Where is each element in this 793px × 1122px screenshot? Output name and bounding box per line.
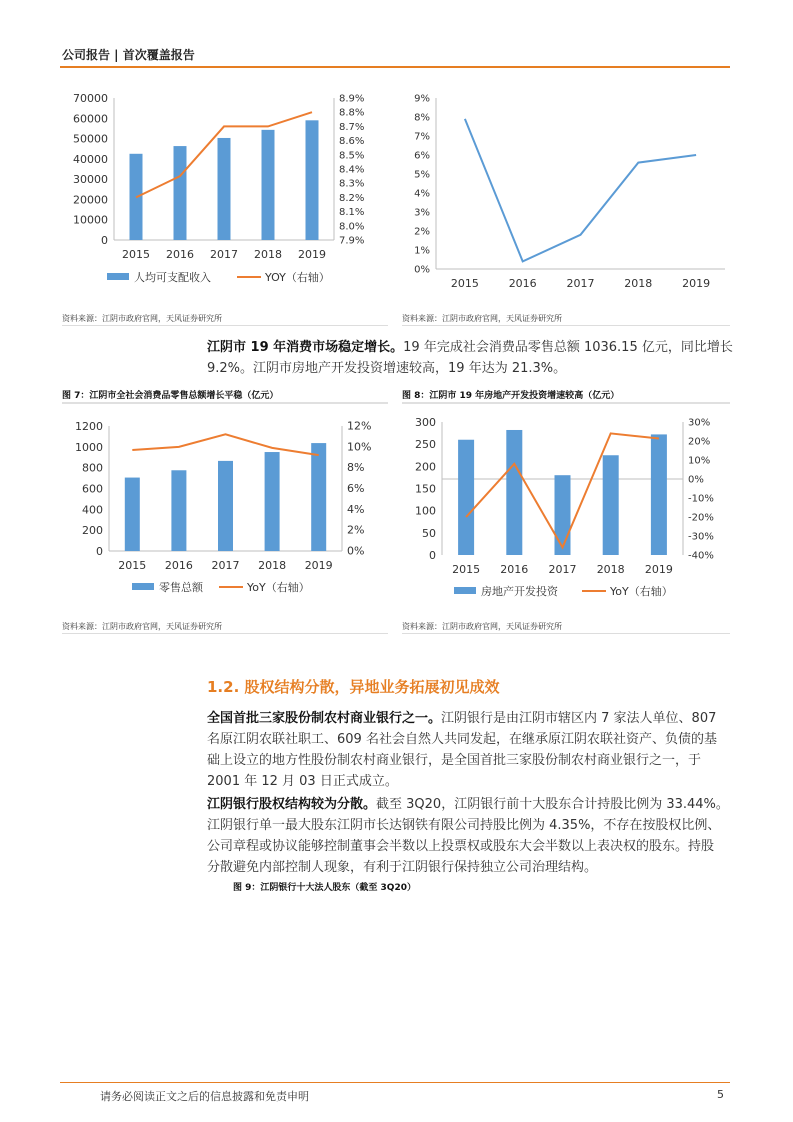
y-tick-label-left: 0 — [429, 549, 436, 562]
paragraph-text: 名原江阴农联社职工、609 名社会自然人共同发起，在继承原江阴农联社资产、负债的基 — [207, 732, 717, 747]
y-tick-label-left: 1200 — [75, 420, 103, 433]
y-tick-label-right: -20% — [688, 512, 714, 524]
bar — [651, 434, 667, 555]
bar — [171, 470, 186, 551]
paragraph-text: 19 年完成社会消费品零售总额 1036.15 亿元，同比增长 — [403, 340, 733, 355]
x-tick-label: 2018 — [258, 559, 287, 572]
paragraph-consumption — [207, 337, 737, 379]
x-tick-label: 2017 — [211, 559, 240, 572]
x-tick-label: 2015 — [452, 563, 481, 576]
y-tick-label-left: 40000 — [73, 152, 108, 166]
y-tick-label-right: -40% — [688, 550, 714, 562]
real-estate-chart — [402, 412, 730, 604]
source-rule-1 — [62, 325, 388, 326]
y-tick-label: 8% — [414, 112, 430, 124]
x-tick-label: 2019 — [682, 277, 711, 290]
source-rule-4 — [402, 633, 730, 634]
y-tick-label-right: 8.4% — [339, 164, 365, 176]
x-tick-label: 2015 — [118, 559, 147, 572]
legend-label-line: YOY（右轴） — [265, 271, 330, 284]
paragraph-text: 公司章程或协议能够控制董事会半数以上投票权或股东大会半数以上表决权的股东。持股 — [207, 839, 715, 854]
y-tick-label-right: 12% — [347, 419, 372, 433]
paragraph-bank-intro — [207, 708, 737, 792]
y-tick-label: 2% — [414, 226, 430, 238]
footer-divider — [60, 1082, 730, 1083]
legend-swatch-bar — [107, 273, 129, 280]
y-tick-label-right: -30% — [688, 531, 714, 543]
bar — [218, 138, 231, 240]
y-tick-label: 0% — [414, 264, 430, 276]
paragraph-text: 江阴银行单一最大股东江阴市长达钢铁有限公司持股比例为 4.35%，不存在按股权比例、 — [207, 818, 721, 833]
figure-7-caption: 图 7：江阴市全社会消费品零售总额增长平稳（亿元） — [62, 391, 279, 401]
y-tick-label-right: 7.9% — [339, 235, 365, 247]
y-tick-label-right: 30% — [688, 417, 711, 429]
y-tick-label-left: 50000 — [73, 132, 108, 146]
y-tick-label-right: 8.3% — [339, 178, 365, 190]
y-tick-label-right: 8.6% — [339, 136, 365, 148]
y-tick-label-right: -10% — [688, 493, 714, 505]
x-tick-label: 2017 — [210, 248, 238, 261]
y-tick-label-left: 30000 — [73, 173, 108, 187]
x-tick-label: 2016 — [164, 559, 193, 572]
x-tick-label: 2016 — [500, 563, 529, 576]
y-tick-label-left: 800 — [82, 461, 103, 475]
paragraph-text: 2001 年 12 月 03 日正式成立。 — [207, 774, 398, 789]
y-tick-label-right: 4% — [347, 502, 365, 516]
y-tick-label: 1% — [414, 245, 430, 257]
y-tick-label-left: 600 — [82, 482, 103, 496]
source-note-1: 资料来源：江阴市政府官网，天风证券研究所 — [62, 314, 222, 323]
y-tick-label-right: 8.8% — [339, 107, 365, 119]
legend-label-bar: 人均可支配收入 — [134, 271, 211, 284]
y-tick-label-left: 0 — [101, 234, 108, 247]
bar — [458, 440, 474, 555]
paragraph-text: 江阴银行是由江阴市辖区内 7 家法人单位、807 — [441, 711, 717, 726]
y-tick-label: 3% — [414, 207, 430, 219]
paragraph-shareholding — [207, 794, 737, 878]
bar — [125, 478, 140, 551]
bar — [306, 120, 319, 240]
figure-7-rule — [62, 402, 388, 404]
y-tick-label-left: 200 — [82, 524, 103, 538]
x-tick-label: 2019 — [304, 559, 333, 572]
y-tick-label-right: 8% — [347, 461, 365, 475]
y-tick-label-left: 1000 — [75, 440, 103, 454]
source-rule-3 — [62, 633, 388, 634]
y-tick-label: 5% — [414, 169, 430, 181]
legend-label-line: YoY（右轴） — [247, 581, 310, 594]
y-tick-label-left: 200 — [415, 460, 436, 474]
y-tick-label: 9% — [414, 93, 430, 105]
bar — [174, 146, 187, 240]
y-tick-label-left: 400 — [82, 503, 103, 517]
x-tick-label: 2016 — [166, 248, 194, 261]
legend-label-bar: 房地产开发投资 — [481, 585, 558, 598]
x-tick-label: 2019 — [644, 563, 673, 576]
x-tick-label: 2015 — [122, 248, 150, 261]
page-number: 5 — [717, 1088, 724, 1101]
bar — [555, 475, 571, 555]
y-tick-label-right: 2% — [347, 523, 365, 537]
bar — [506, 430, 522, 555]
x-tick-label: 2017 — [548, 563, 577, 576]
figure-9-caption: 图 9：江阴银行十大法人股东（截至 3Q20） — [233, 883, 416, 893]
bar — [603, 455, 619, 555]
paragraph-lead: 全国首批三家股份制农村商业银行之一。 — [207, 711, 442, 726]
legend-label-bar: 零售总额 — [159, 581, 203, 594]
figure-8-caption: 图 8：江阴市 19 年房地产开发投资增速较高（亿元） — [402, 391, 620, 401]
y-tick-label: 7% — [414, 131, 430, 143]
y-tick-label-right: 6% — [347, 482, 365, 495]
paragraph-text: 9.2%。江阴市房地产开发投资增速较高，19 年达为 21.3%。 — [207, 361, 567, 376]
y-tick-label-right: 0% — [347, 544, 365, 558]
y-tick-label-left: 100 — [415, 504, 436, 518]
growth-line — [465, 119, 696, 262]
y-tick-label-right: 10% — [688, 455, 711, 467]
bar — [218, 461, 233, 551]
y-tick-label-left: 20000 — [73, 193, 108, 207]
source-note-4: 资料来源：江阴市政府官网，天风证券研究所 — [402, 622, 562, 631]
y-tick-label-left: 250 — [415, 438, 436, 452]
y-tick-label-left: 70000 — [73, 92, 108, 105]
paragraph-lead: 江阴银行股权结构较为分散。 — [207, 797, 377, 812]
x-tick-label: 2019 — [298, 248, 326, 261]
x-tick-label: 2016 — [508, 277, 537, 290]
y-tick-label-right: 8.0% — [339, 221, 365, 233]
paragraph-text: 分散避免内部控制人现象，有利于江阴银行保持独立公司治理结构。 — [207, 860, 598, 875]
source-note-2: 资料来源：江阴市政府官网，天风证券研究所 — [402, 314, 562, 323]
y-tick-label-right: 8.7% — [339, 121, 365, 133]
x-tick-label: 2017 — [566, 277, 595, 290]
y-tick-label-right: 0% — [688, 474, 704, 486]
y-tick-label-left: 150 — [415, 482, 436, 496]
legend-label-line: YoY（右轴） — [610, 585, 673, 598]
y-tick-label-right: 8.2% — [339, 192, 365, 204]
source-note-3: 资料来源：江阴市政府官网，天风证券研究所 — [62, 622, 222, 631]
footer-disclaimer: 请务必阅读正文之后的信息披露和免责申明 — [100, 1090, 309, 1103]
bar — [265, 452, 280, 551]
y-tick-label-left: 0 — [96, 545, 103, 558]
retail-sales-chart — [62, 412, 387, 604]
y-tick-label-left: 60000 — [73, 112, 108, 126]
bar — [262, 130, 275, 240]
y-tick-label-left: 10000 — [73, 213, 108, 227]
figure-8-rule — [402, 402, 730, 404]
y-tick-label-left: 300 — [415, 416, 436, 429]
y-tick-label: 4% — [414, 188, 430, 200]
y-tick-label-left: 50 — [422, 526, 436, 540]
paragraph-text: 截至 3Q20，江阴银行前十大股东合计持股比例为 33.44%。 — [376, 797, 729, 812]
legend-swatch-bar — [132, 583, 154, 590]
y-tick-label: 6% — [414, 150, 430, 162]
growth-line-chart — [402, 88, 730, 293]
x-tick-label: 2018 — [254, 248, 282, 261]
report-header-title: 公司报告 | 首次覆盖报告 — [62, 48, 195, 62]
header-divider — [60, 66, 730, 68]
bar — [311, 443, 326, 551]
section-heading: 1.2. 股权结构分散，异地业务拓展初见成效 — [207, 678, 500, 696]
paragraph-lead: 江阴市 19 年消费市场稳定增长。 — [207, 340, 404, 355]
paragraph-text: 础上设立的地方性股份制农村商业银行，是全国首批三家股份制农村商业银行之一，于 — [207, 753, 702, 768]
y-tick-label-right: 8.1% — [339, 207, 365, 219]
x-tick-label: 2015 — [450, 277, 479, 290]
legend-swatch-bar — [454, 587, 476, 594]
y-tick-label-right: 8.5% — [339, 150, 365, 162]
x-tick-label: 2018 — [624, 277, 653, 290]
x-tick-label: 2018 — [596, 563, 625, 576]
y-tick-label-right: 10% — [347, 440, 372, 454]
income-chart — [62, 88, 387, 293]
y-tick-label-right: 20% — [688, 436, 711, 448]
source-rule-2 — [402, 325, 730, 326]
y-tick-label-right: 8.9% — [339, 93, 365, 105]
yoy-line — [132, 434, 318, 455]
